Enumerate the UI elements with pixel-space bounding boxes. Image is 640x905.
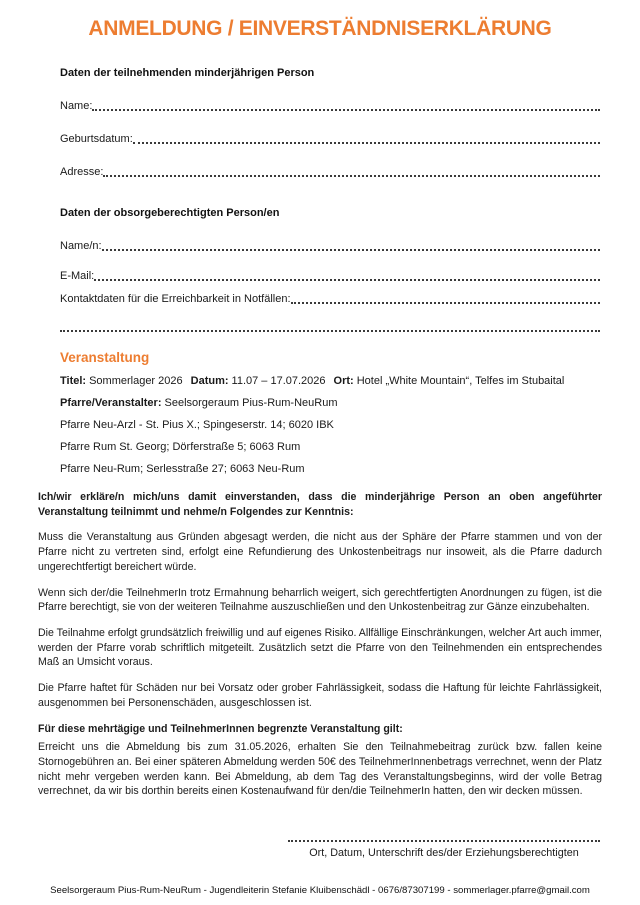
event-title-line	[60, 374, 600, 388]
page-title: ANMELDUNG / EINVERSTÄNDNISERKLÄRUNG	[88, 17, 552, 40]
consent-intro-paragraph: Ich/wir erkläre/n mich/uns damit einverstanden, dass die minderjährige Person an oben angeführter Veranstaltung teilnimmt und nehme/n Folgendes zur Kenntnis:	[38, 491, 602, 518]
parish-line: Pfarre Neu-Arzl - St. Pius X.; Spingeserstr. 14; 6020 IBK	[60, 419, 334, 431]
email-field-row	[60, 269, 600, 283]
event-date-label: Datum:	[190, 375, 229, 387]
event-organizer-value: Seelsorgeraum Pius-Rum-NeuRum	[164, 397, 338, 409]
minor-section-heading: Daten der teilnehmenden minderjährigen Person	[60, 67, 315, 79]
consent-zone	[38, 490, 602, 799]
event-location-label: Ort:	[333, 375, 354, 387]
consent-paragraph-refund: Muss die Veranstaltung aus Gründen abgesagt werden, die nicht aus der Sphäre der Pfarre stammen und von der Pfarre nicht zu vertreten sind, erfolgt eine Refundierung des Unkostenbeitrags nur insoweit, als die Pfarre dadurch ungerechtfertigt bereichert würde.	[38, 531, 602, 573]
event-title-value: Sommerlager 2026	[89, 375, 183, 387]
birthdate-field-row	[60, 132, 600, 146]
guardian-name-field-blank-line	[102, 249, 600, 251]
birthdate-field-blank-line	[133, 142, 600, 144]
parish-line: Pfarre Rum St. Georg; Dörferstraße 5; 6063 Rum	[60, 441, 301, 453]
event-organizer-label: Pfarre/Veranstalter:	[60, 397, 162, 409]
signature-block	[288, 837, 600, 860]
parish-line: Pfarre Neu-Rum; Serlesstraße 27; 6063 Neu-Rum	[60, 463, 305, 475]
consent-paragraph-risk: Die Teilnahme erfolgt grundsätzlich freiwillig und auf eigenes Risiko. Allfällige Einschränkungen, welcher Art auch immer, werden der Pfarre vorab schriftlich mitgeteilt. Zusätzlich setzt die Pfarre von den Teilnehmenden ein entsprechendes Maß an Umsicht voraus.	[38, 626, 602, 669]
cancellation-paragraph: Erreicht uns die Abmeldung bis zum 31.05.2026, erhalten Sie den Teilnahmebeitrag zurück bzw. fallen keine Stornogebühren an. Bei einer späteren Abmeldung werden 50€ des TeilnehmerInnenbetrags verrechnet, wenn der Platz nicht mehr vergeben werden kann. Bei Abmeldung, ab dem Tag des Veranstaltungsbeginns, wird der volle Betrag verrechnet, da wir bis dorthin bereits einen Kostenaufwand für den/die TeilnehmerIn hatten, den wir decken müssen.	[38, 741, 602, 798]
event-location-value: Hotel „White Mountain“, Telfes im Stubaital	[356, 375, 565, 387]
emergency-contact-continuation-row	[60, 320, 600, 334]
guardian-name-field-row	[60, 239, 600, 253]
address-field-blank-line	[103, 175, 600, 177]
signature-caption: Ort, Datum, Unterschrift des/der Erziehungsberechtigten	[309, 846, 579, 859]
event-title-label: Titel:	[60, 375, 87, 387]
email-field-label: E-Mail:	[60, 270, 95, 282]
name-field-label: Name:	[60, 100, 93, 112]
email-field-blank-line	[94, 279, 600, 281]
name-field-row	[60, 99, 600, 113]
name-field-blank-line	[92, 109, 600, 111]
emergency-contact-field-row	[60, 292, 600, 306]
consent-paragraph-liability: Die Pfarre haftet für Schäden nur bei Vorsatz oder grober Fahrlässigkeit, sodass die Haftung für leichte Fahrlässigkeit, ausgenommen bei Personenschäden, ausgeschlossen ist.	[38, 682, 602, 709]
signature-blank-line	[288, 837, 600, 842]
event-organizer-line	[60, 396, 600, 410]
birthdate-field-label: Geburtsdatum:	[60, 133, 133, 145]
event-date-value: 11.07 – 17.07.2026	[231, 375, 326, 387]
document-footer: Seelsorgeraum Pius-Rum-NeuRum - Jugendleiterin Stefanie Kluibenschädl - 0676/87307199 - sommerlager.pfarre@gmail.com	[50, 885, 590, 896]
form-zone	[60, 66, 600, 476]
address-field-label: Adresse:	[60, 166, 104, 178]
address-field-row	[60, 165, 600, 179]
emergency-contact-continuation-blank-line	[60, 330, 600, 332]
cancellation-heading: Für diese mehrtägige und TeilnehmerInnen begrenzte Veranstaltung gilt:	[38, 723, 403, 736]
guardian-name-field-label: Name/n:	[60, 240, 102, 252]
emergency-contact-field-label: Kontaktdaten für die Erreichbarkeit in Notfällen:	[60, 293, 291, 305]
event-section-heading: Veranstaltung	[60, 350, 150, 365]
emergency-contact-field-blank-line	[291, 302, 600, 304]
consent-paragraph-exclusion: Wenn sich der/die TeilnehmerIn trotz Ermahnung beharrlich weigert, sich gerechtfertigten Anordnungen zu fügen, ist die Pfarre berechtigt, sie von der weiteren Teilnahme auszuschließen und den Unkostenbeitrag zur Gänze einzubehalten.	[38, 586, 602, 614]
guardian-section-heading: Daten der obsorgeberechtigten Person/en	[60, 207, 280, 219]
